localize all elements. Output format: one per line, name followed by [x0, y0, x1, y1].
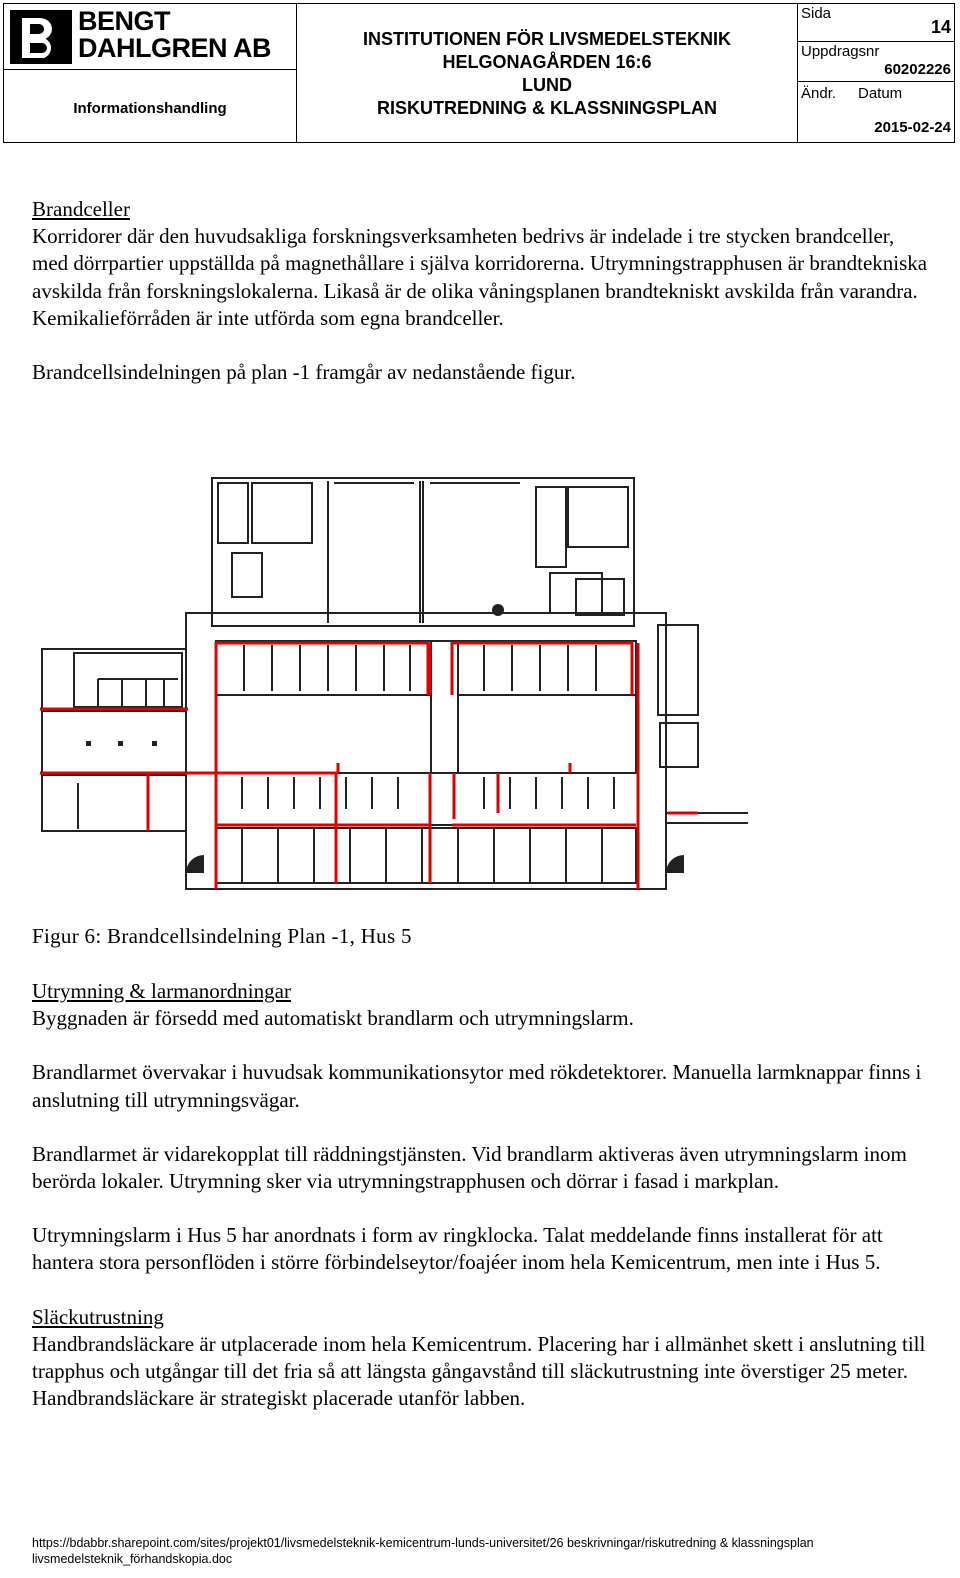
- heading-slackutrustning: Släckutrustning: [32, 1304, 164, 1329]
- assignment-label: Uppdragsnr: [801, 43, 880, 60]
- department-label: Informationshandling: [4, 70, 297, 143]
- paragraph-utrymning-2: Brandlarmet övervakar i huvudsak kommunikationsytor med rökdetektorer. Manuella larmknappar finns i anslutning till utrymningsvägar.: [32, 1060, 922, 1112]
- heading-brandceller: Brandceller: [32, 197, 130, 221]
- page-cell: [798, 4, 955, 42]
- document-title: [297, 4, 798, 143]
- date-label: Datum: [858, 85, 903, 102]
- figure-caption: Figur 6: Brandcellsindelning Plan -1, Hus 5: [32, 924, 412, 948]
- floor-plan-figure: [38, 473, 750, 893]
- document-header: [3, 3, 955, 143]
- paragraph-utrymning-3: Brandlarmet är vidarekopplat till räddningstjänsten. Vid brandlarm aktiveras även utrymningslarm inom berörda lokaler. Utrymning sker via utrymningstrapphusen och dörrar i fasad i markplan.: [32, 1141, 907, 1194]
- document-date: 2015-02-24: [874, 119, 951, 136]
- paragraph-brandceller-1: Korridorer där den huvudsakliga forskningsverksamheten bedrivs är indelade i tre stycken brandceller, med dörrpartier uppställda på magnethållare i själva korridorerna. Utrymningstrapphusen är brandtekniska avskilda från forskningslokalerna. Likaså är de olika våningsplanen brandtekniskt avskilda från varandra. Kemikalieförråden är inte utförda som egna brandceller.: [32, 224, 928, 330]
- revision-label: Ändr.: [801, 85, 837, 102]
- heading-utrymning: Utrymning & larmanordningar: [32, 979, 291, 1003]
- assignment-cell: [798, 42, 955, 82]
- company-logo-cell: [4, 4, 297, 70]
- footer-path-line-1: https://bdabbr.sharepoint.com/sites/projekt01/livsmedelsteknik-kemicentrum-lunds-universitet/26 beskrivningar/riskutredning & klassningsplan: [32, 1536, 814, 1550]
- main-content-continued: [32, 978, 932, 1412]
- company-name-line1: BENGT: [78, 6, 170, 36]
- title-line-4: RISKUTREDNING & KLASSNINGSPLAN: [376, 98, 717, 118]
- paragraph-slackutrustning-1: Handbrandsläckare är utplacerade inom hela Kemicentrum. Placering har i allmänhet skett i anslutning till trapphus och utgångar till det fria så att längsta gångavstånd till släckutrustning inte överstiger 25 meter. Handbrandsläckare är strategiskt placerade utanför labben.: [32, 1331, 926, 1411]
- company-logo-icon: [10, 10, 72, 64]
- paragraph-brandceller-2: Brandcellsindelningen på plan -1 framgår av nedanstående figur.: [32, 360, 576, 385]
- assignment-number: 60202226: [884, 61, 951, 78]
- footer-path-line-2: livsmedelsteknik_förhandskopia.doc: [32, 1551, 233, 1566]
- main-content: [32, 196, 932, 413]
- document-meta: [798, 4, 955, 143]
- title-line-3: LUND: [522, 75, 572, 95]
- paragraph-utrymning-1: Byggnaden är försedd med automatiskt brandlarm och utrymningslarm.: [32, 1006, 634, 1031]
- title-line-1: INSTITUTIONEN FÖR LIVSMEDELSTEKNIK: [362, 29, 731, 49]
- revision-cell: [798, 82, 955, 143]
- page-number: 14: [930, 17, 951, 37]
- paragraph-utrymning-4: Utrymningslarm i Hus 5 har anordnats i form av ringklocka. Talat meddelande finns installerat för att hantera stora personflöden i större förbindelseytor/foajéer inom hela Kemicentrum, men inte i Hus 5.: [32, 1223, 883, 1275]
- title-line-2: HELGONAGÅRDEN 16:6: [442, 52, 652, 72]
- document-footer: [32, 1536, 952, 1567]
- company-name-line2: DAHLGREN AB: [78, 33, 271, 63]
- page-label: Sida: [801, 5, 832, 22]
